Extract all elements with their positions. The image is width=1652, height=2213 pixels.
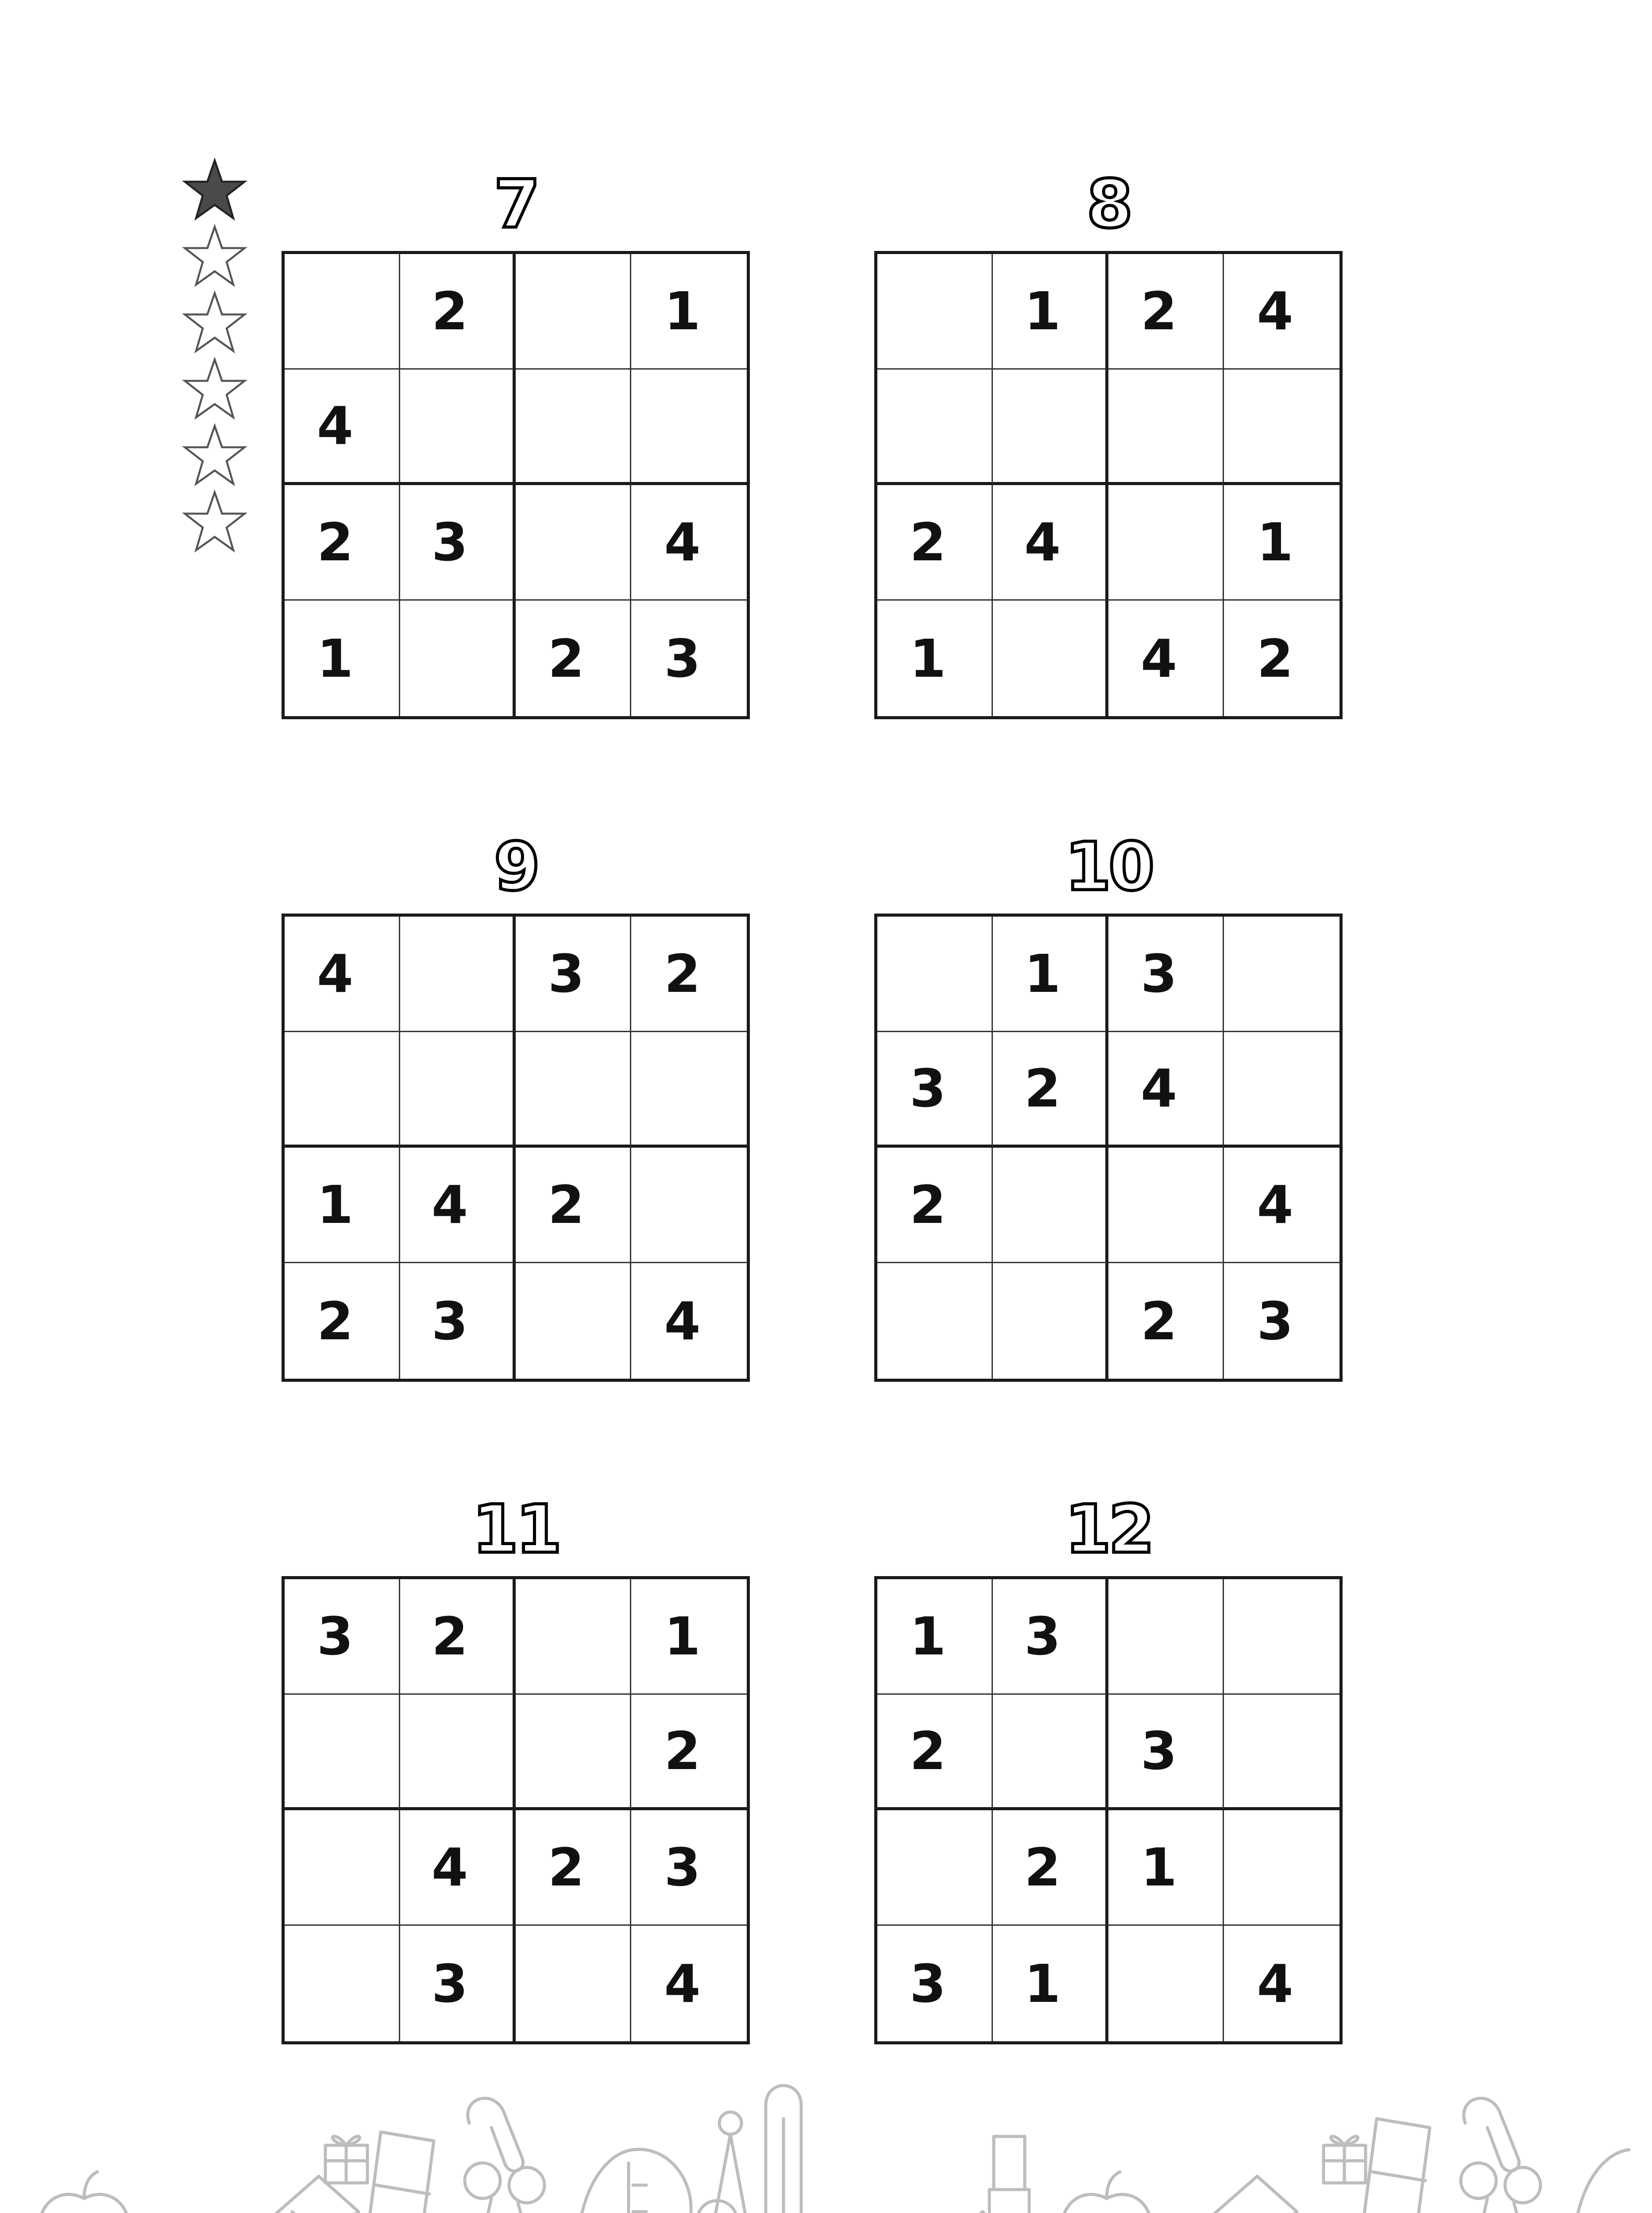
grid-cell[interactable]: 2: [516, 1810, 631, 1926]
star-empty-icon: [181, 423, 248, 489]
puzzle-number: 12: [1065, 1491, 1152, 1568]
grid-cell[interactable]: 2: [400, 254, 516, 370]
grid-cell[interactable]: 3: [993, 1579, 1108, 1695]
grid-cell[interactable]: 3: [400, 1926, 516, 2041]
puzzle-number: 10: [1065, 829, 1152, 906]
sudoku-grid: [282, 914, 750, 1382]
sudoku-grid: [874, 914, 1343, 1382]
ruler-icon: [1115, 2176, 1297, 2213]
sudoku-grid: [282, 251, 750, 719]
grid-cell[interactable]: 1: [993, 917, 1108, 1032]
puzzle-12: [874, 1491, 1343, 2044]
grid-cell[interactable]: 2: [1108, 1263, 1224, 1379]
grid-cell[interactable]: [400, 601, 516, 716]
grid-cell[interactable]: 4: [1108, 601, 1224, 716]
grid-cell[interactable]: 1: [631, 1579, 747, 1695]
grid-cell[interactable]: 1: [993, 1926, 1108, 2041]
grid-cell[interactable]: 3: [516, 917, 631, 1032]
apple-icon: [39, 2172, 129, 2213]
grid-cell[interactable]: 1: [285, 601, 400, 716]
grid-cell[interactable]: 2: [631, 917, 747, 1032]
grid-cell[interactable]: 1: [1108, 1810, 1224, 1926]
grid-cell[interactable]: [400, 917, 516, 1032]
pen-icon: [766, 2086, 801, 2213]
star-empty-icon: [181, 290, 248, 356]
puzzle-7: [282, 166, 750, 719]
grid-cell[interactable]: 1: [877, 601, 993, 716]
grid-cell[interactable]: 4: [993, 485, 1108, 601]
sudoku-grid: [874, 251, 1343, 719]
grid-cell[interactable]: 1: [285, 1148, 400, 1263]
grid-cell[interactable]: [516, 370, 631, 485]
grid-cell[interactable]: 1: [877, 1579, 993, 1695]
grid-cell[interactable]: [1224, 1032, 1339, 1148]
school-supplies-decoration: [0, 2052, 1652, 2213]
grid-cell[interactable]: 3: [400, 1263, 516, 1379]
grid-cell[interactable]: [516, 1926, 631, 2041]
grid-cell[interactable]: 3: [285, 1579, 400, 1695]
grid-cell[interactable]: [516, 1695, 631, 1810]
grid-cell[interactable]: [1108, 1926, 1224, 2041]
grid-cell[interactable]: [631, 370, 747, 485]
sudoku-grid: [874, 1576, 1343, 2044]
grid-cell[interactable]: 2: [1108, 254, 1224, 370]
puzzle-11: [282, 1491, 750, 2044]
grid-cell[interactable]: [1108, 1148, 1224, 1263]
compass-icon: [697, 2112, 761, 2213]
grid-cell[interactable]: 4: [1224, 1148, 1339, 1263]
eraser-icon: [1363, 2119, 1430, 2213]
grid-cell[interactable]: 3: [877, 1032, 993, 1148]
grid-cell[interactable]: 3: [1108, 917, 1224, 1032]
grid-cell[interactable]: [877, 917, 993, 1032]
grid-cell[interactable]: [877, 1263, 993, 1379]
puzzle-9: [282, 829, 750, 1382]
grid-cell[interactable]: 3: [400, 485, 516, 601]
grid-cell[interactable]: [285, 1926, 400, 2041]
grid-cell[interactable]: 1: [631, 254, 747, 370]
grid-cell[interactable]: [1224, 1695, 1339, 1810]
grid-cell[interactable]: 4: [1257, 1953, 1293, 2014]
grid-cell[interactable]: [516, 1032, 631, 1148]
grid-cell[interactable]: 3: [631, 1810, 747, 1926]
grid-cell[interactable]: 2: [993, 1032, 1108, 1148]
puzzle-8: [874, 166, 1343, 719]
paper-clip-icon: [468, 2098, 523, 2171]
tape-dispenser-icon: [577, 2149, 691, 2213]
tape-dispenser-icon: [1573, 2150, 1629, 2213]
grid-cell[interactable]: [285, 1032, 400, 1148]
apple-icon: [1062, 2172, 1152, 2213]
grid-cell[interactable]: [400, 1695, 516, 1810]
glue-stick-icon: [989, 2136, 1029, 2213]
gift-icon: [1324, 2136, 1366, 2183]
puzzle-10: [874, 829, 1343, 1382]
grid-cell[interactable]: 3: [664, 628, 701, 689]
grid-cell[interactable]: [1224, 917, 1339, 1032]
grid-cell[interactable]: 4: [1108, 1032, 1224, 1148]
grid-cell[interactable]: 2: [877, 1148, 993, 1263]
grid-cell[interactable]: 3: [1108, 1695, 1224, 1810]
grid-cell[interactable]: [631, 1032, 747, 1148]
eraser-icon: [367, 2132, 434, 2213]
grid-cell[interactable]: [285, 1695, 400, 1810]
grid-cell[interactable]: 4: [400, 1148, 516, 1263]
grid-cell[interactable]: 1: [1224, 485, 1339, 601]
grid-cell[interactable]: [1224, 1579, 1339, 1695]
grid-cell[interactable]: [516, 485, 631, 601]
grid-cell[interactable]: [993, 601, 1108, 716]
grid-cell[interactable]: [1108, 1579, 1224, 1695]
paper-clip-icon: [1464, 2098, 1519, 2171]
puzzle-number: 11: [472, 1491, 560, 1568]
grid-cell[interactable]: 2: [285, 1263, 400, 1379]
star-empty-icon: [181, 356, 248, 423]
grid-cell[interactable]: 4: [631, 485, 747, 601]
grid-cell[interactable]: 2: [993, 1810, 1108, 1926]
grid-cell[interactable]: [1108, 485, 1224, 601]
grid-cell[interactable]: [877, 370, 993, 485]
gift-icon: [325, 2136, 367, 2183]
star-empty-icon: [181, 224, 248, 290]
grid-cell[interactable]: [400, 370, 516, 485]
grid-cell[interactable]: 2: [285, 485, 400, 601]
grid-cell[interactable]: 2: [516, 1148, 631, 1263]
grid-cell[interactable]: [993, 1695, 1108, 1810]
grid-cell[interactable]: [993, 370, 1108, 485]
grid-cell[interactable]: [1108, 370, 1224, 485]
grid-cell[interactable]: [516, 254, 631, 370]
grid-cell[interactable]: [877, 1810, 993, 1926]
grid-cell[interactable]: [400, 1032, 516, 1148]
grid-cell[interactable]: [993, 1263, 1108, 1379]
grid-cell[interactable]: 3: [877, 1926, 993, 2041]
grid-cell[interactable]: 2: [877, 1695, 993, 1810]
sudoku-grid: [282, 1576, 750, 2044]
grid-cell[interactable]: 4: [285, 917, 400, 1032]
grid-cell[interactable]: [516, 1263, 631, 1379]
grid-cell[interactable]: [1224, 370, 1339, 485]
grid-cell[interactable]: [285, 254, 400, 370]
grid-cell[interactable]: 2: [400, 1579, 516, 1695]
grid-cell[interactable]: 1: [993, 254, 1108, 370]
grid-cell[interactable]: [516, 1579, 631, 1695]
grid-cell[interactable]: 4: [400, 1810, 516, 1926]
grid-cell[interactable]: 2: [631, 1695, 747, 1810]
grid-cell[interactable]: 4: [664, 1953, 701, 2014]
grid-cell[interactable]: [1224, 1810, 1339, 1926]
grid-cell[interactable]: 4: [664, 1290, 701, 1352]
scissors-icon: [465, 2163, 544, 2213]
scissors-icon: [1461, 2163, 1540, 2213]
puzzle-number: 8: [1086, 166, 1131, 243]
grid-cell[interactable]: 4: [1224, 254, 1339, 370]
difficulty-rating: [181, 157, 248, 555]
grid-cell[interactable]: [285, 1810, 400, 1926]
grid-cell[interactable]: [877, 254, 993, 370]
star-filled-icon: [181, 157, 248, 224]
grid-cell[interactable]: [993, 1148, 1108, 1263]
star-empty-icon: [181, 489, 248, 555]
grid-cell[interactable]: 2: [1257, 628, 1293, 689]
grid-cell[interactable]: [631, 1148, 747, 1263]
grid-cell[interactable]: 2: [516, 601, 631, 716]
grid-cell[interactable]: 4: [285, 370, 400, 485]
puzzle-number: 9: [494, 829, 538, 906]
puzzle-number: 7: [494, 166, 538, 243]
grid-cell[interactable]: 2: [877, 485, 993, 601]
grid-cell[interactable]: 3: [1257, 1290, 1293, 1352]
